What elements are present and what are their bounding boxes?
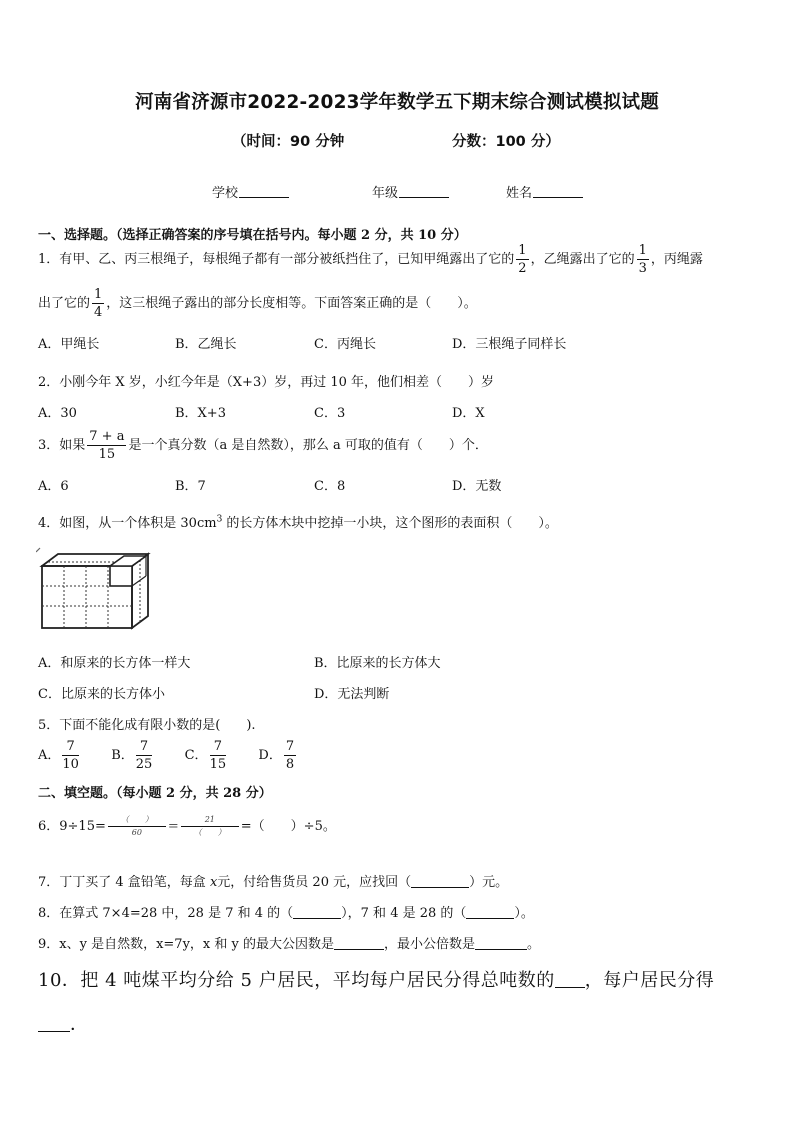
q3-option-c[interactable]: C．8 bbox=[314, 479, 346, 494]
q7-answer-blank[interactable] bbox=[411, 887, 469, 888]
q5-options bbox=[38, 740, 298, 771]
school-field[interactable] bbox=[212, 182, 289, 201]
question-9: 9．x、y 是自然数，x=7y，x 和 y 的最大公因数是 ，最小公倍数是 。 bbox=[38, 937, 541, 952]
question-2: 2．小刚今年 X 岁，小红今年是（X+3）岁，再过 10 年，他们相差（ ）岁 bbox=[38, 375, 495, 390]
name-label: 姓名 bbox=[506, 186, 533, 201]
q3-option-a[interactable]: A．6 bbox=[38, 479, 69, 494]
q5-option-d[interactable]: D． $\frac{7}{8}$ bbox=[258, 739, 295, 772]
q4-option-d[interactable]: D．无法判断 bbox=[314, 687, 390, 702]
q5-option-c[interactable]: C． $\frac{7}{15}$ bbox=[184, 739, 227, 772]
q1-option-b[interactable]: B．乙绳长 bbox=[175, 337, 237, 352]
question-1-line-1: 1．有甲、乙、丙三根绳子，每根绳子都有一部分被纸挡住了，已知甲绳露出了它的 $\frac{1}{2}$ ，乙绳露出了它的 $\frac{1}{3}$ ，丙绳露 bbox=[38, 243, 703, 276]
section-1-heading: 一、选择题。（选择正确答案的序号填在括号内。每小题 2 分，共 10 分） bbox=[38, 228, 467, 243]
q8-answer-blank-1[interactable] bbox=[293, 918, 341, 919]
grade-label: 年级 bbox=[372, 186, 399, 201]
q4-option-c[interactable]: C．比原来的长方体小 bbox=[38, 687, 165, 702]
q2-option-b[interactable]: B．X+3 bbox=[175, 406, 226, 421]
q10-answer-blank-1[interactable] bbox=[555, 987, 585, 988]
q4-option-a[interactable]: A．和原来的长方体一样大 bbox=[38, 656, 191, 671]
question-6: 6．9÷15= $\frac{( )}{60}$ = $\frac{21}{( )}$ =（ ）÷5。 bbox=[38, 815, 336, 837]
name-field[interactable] bbox=[506, 182, 583, 201]
q5-option-a[interactable]: A． $\frac{7}{10}$ bbox=[38, 739, 79, 772]
q1-option-d[interactable]: D．三根绳子同样长 bbox=[452, 337, 567, 352]
page-title: 河南省济源市2022-2023学年数学五下期末综合测试模拟试题 bbox=[135, 92, 659, 113]
q9-answer-blank-1[interactable] bbox=[334, 949, 384, 950]
q9-answer-blank-2[interactable] bbox=[475, 949, 527, 950]
q1-option-a[interactable]: A．甲绳长 bbox=[38, 337, 100, 352]
q10-answer-blank-2[interactable] bbox=[38, 1031, 70, 1032]
section-2-heading: 二、填空题。（每小题 2 分，共 28 分） bbox=[38, 786, 272, 801]
question-1-line-2: 出了它的 $\frac{1}{4}$ ，这三根绳子露出的部分长度相等。下面答案正确的是（ ）。 bbox=[38, 287, 477, 320]
fraction-quarter: $\frac{1}{4}$ bbox=[94, 287, 103, 320]
q2-option-c[interactable]: C．3 bbox=[314, 406, 346, 421]
q3-option-d[interactable]: D．无数 bbox=[452, 479, 502, 494]
question-10-line-2: ． bbox=[38, 1010, 89, 1036]
exam-score: 分数：100 分） bbox=[452, 134, 560, 150]
question-4: 4．如图，从一个体积是 $30cm^3$ 的长方体木块中挖掉一小块，这个图形的表面积（ ）。 bbox=[38, 514, 558, 531]
fraction-third: $\frac{1}{3}$ bbox=[638, 243, 647, 276]
q5-option-b[interactable]: B． $\frac{7}{25}$ bbox=[111, 739, 153, 772]
q8-answer-blank-2[interactable] bbox=[466, 918, 514, 919]
question-8: 8．在算式 7×4=28 中，28 是 7 和 4 的（ ），7 和 4 是 28 的（ ）。 bbox=[38, 906, 534, 921]
question-3: 3．如果 $\frac{7 + a}{15}$ 是一个真分数（a 是自然数），那么 a 可取的值有（ ）个． bbox=[38, 429, 488, 462]
question-5: 5．下面不能化成有限小数的是( ). bbox=[38, 718, 256, 733]
question-7: 7．丁丁买了 4 盒铅笔，每盒 x元，付给售货员 20 元，应找回（ ）元。 bbox=[38, 875, 509, 890]
fraction-half: $\frac{1}{2}$ bbox=[518, 243, 527, 276]
q2-option-a[interactable]: A．30 bbox=[38, 406, 77, 421]
cuboid-figure bbox=[36, 546, 156, 634]
question-10-line-1: 10．把 4 吨煤平均分给 5 户居民，平均每户居民分得总吨数的 ，每户居民分得 bbox=[38, 970, 715, 991]
grade-field[interactable] bbox=[372, 182, 449, 201]
q1-option-c[interactable]: C．丙绳长 bbox=[314, 337, 376, 352]
q3-option-b[interactable]: B．7 bbox=[175, 479, 206, 494]
fraction-7a-15: $\frac{7 + a}{15}$ bbox=[89, 429, 125, 462]
exam-time: （时间：90 分钟 bbox=[232, 134, 345, 150]
q4-option-b[interactable]: B．比原来的长方体大 bbox=[314, 656, 441, 671]
school-label: 学校 bbox=[212, 186, 239, 201]
q2-option-d[interactable]: D．X bbox=[452, 406, 485, 421]
